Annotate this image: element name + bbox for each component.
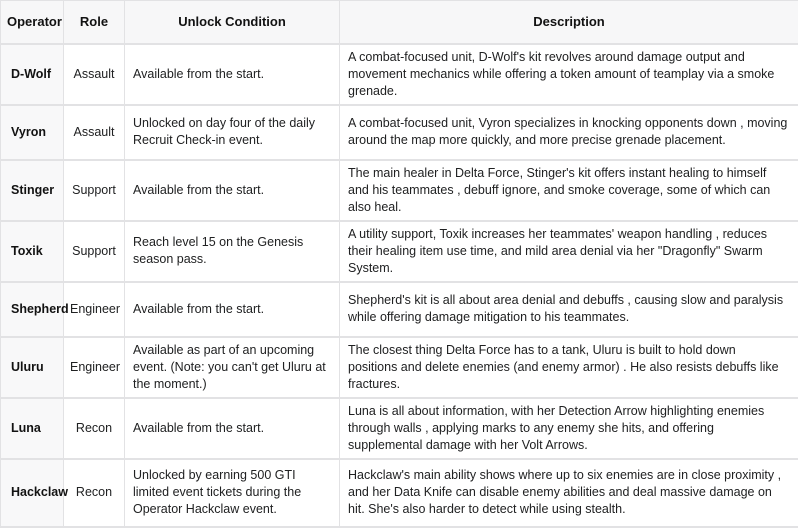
operator-role: Support xyxy=(64,160,125,221)
operator-role: Recon xyxy=(64,459,125,527)
table-row xyxy=(1,160,798,221)
column-header-operator: Operator xyxy=(1,1,64,44)
table-row xyxy=(1,221,798,282)
operator-role: Engineer xyxy=(64,282,125,337)
operator-description: Luna is all about information, with her Detection Arrow highlighting enemies through walls , applying marks to any enemy she hits, and offering supplemental damage with her Volt Arrows. xyxy=(340,398,798,459)
operator-description: Hackclaw's main ability shows where up to six enemies are in close proximity , and her Data Knife can disable enemy abilities and deal massive damage on hit. She's also harder to detect while using stealth. xyxy=(340,459,798,527)
table-row xyxy=(1,337,798,398)
column-header-unlock-condition: Unlock Condition xyxy=(125,1,340,44)
operator-role: Support xyxy=(64,221,125,282)
operator-description: A combat-focused unit, Vyron specializes in knocking opponents down , moving around the map more quickly, and more precise grenade placement. xyxy=(340,105,798,160)
operator-name: Toxik xyxy=(1,221,64,282)
unlock-condition: Available from the start. xyxy=(125,398,340,459)
unlock-condition: Reach level 15 on the Genesis season pass. xyxy=(125,221,340,282)
operator-description: The closest thing Delta Force has to a tank, Uluru is built to hold down positions and delete enemies (and enemy armor) . He also resists debuffs like fractures. xyxy=(340,337,798,398)
unlock-condition: Unlocked by earning 500 GTI limited event tickets during the Operator Hackclaw event. xyxy=(125,459,340,527)
table-row xyxy=(1,282,798,337)
unlock-condition: Available from the start. xyxy=(125,160,340,221)
operator-role: Assault xyxy=(64,105,125,160)
unlock-condition: Available from the start. xyxy=(125,282,340,337)
unlock-condition: Available from the start. xyxy=(125,44,340,105)
operator-description: The main healer in Delta Force, Stinger's kit offers instant healing to himself and his teammates , debuff ignore, and smoke coverage, some of which can also heal. xyxy=(340,160,798,221)
header-row xyxy=(1,1,798,44)
column-header-description: Description xyxy=(340,1,798,44)
unlock-condition: Unlocked on day four of the daily Recruit Check-in event. xyxy=(125,105,340,160)
operator-name: Uluru xyxy=(1,337,64,398)
operator-name: Shepherd xyxy=(1,282,64,337)
table-header xyxy=(1,1,798,44)
operator-name: Luna xyxy=(1,398,64,459)
operator-role: Engineer xyxy=(64,337,125,398)
table-row xyxy=(1,398,798,459)
operator-name: Hackclaw xyxy=(1,459,64,527)
table-row xyxy=(1,44,798,105)
column-header-role: Role xyxy=(64,1,125,44)
operator-description: Shepherd's kit is all about area denial and debuffs , causing slow and paralysis while offering damage mitigation to his teammates. xyxy=(340,282,798,337)
operator-role: Recon xyxy=(64,398,125,459)
table-body xyxy=(1,44,798,527)
operator-description: A combat-focused unit, D-Wolf's kit revolves around damage output and movement mechanics while offering a token amount of teamplay via a smoke grenade. xyxy=(340,44,798,105)
operator-name: Vyron xyxy=(1,105,64,160)
table-row xyxy=(1,105,798,160)
operator-description: A utility support, Toxik increases her teammates' weapon handling , reduces their healing item use time, and mild area denial via her "Dragonfly" Swarm System. xyxy=(340,221,798,282)
operator-name: Stinger xyxy=(1,160,64,221)
unlock-condition: Available as part of an upcoming event. (Note: you can't get Uluru at the moment.) xyxy=(125,337,340,398)
operator-name: D-Wolf xyxy=(1,44,64,105)
table-row xyxy=(1,459,798,527)
operator-role: Assault xyxy=(64,44,125,105)
